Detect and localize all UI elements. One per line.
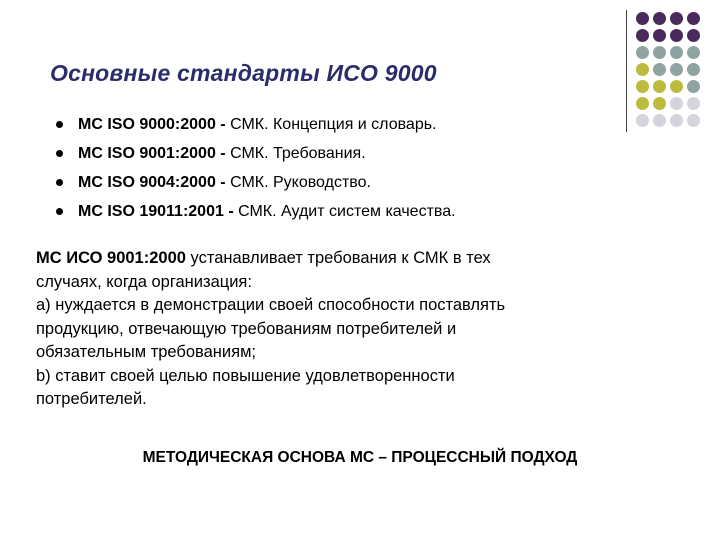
standard-code: МС ISO 9001:2000 -: [78, 144, 226, 162]
decorative-dot: [687, 97, 700, 110]
standard-code: МС ISO 19011:2001 -: [78, 202, 234, 220]
bullet-icon: [56, 208, 63, 215]
body-paragraph: [36, 247, 636, 412]
decorative-dot: [670, 80, 683, 93]
list-item: [50, 197, 456, 226]
list-item-text: [78, 116, 437, 134]
standard-description: СМК. Руководство.: [225, 173, 371, 191]
bullet-icon: [56, 121, 63, 128]
decorative-dot: [653, 63, 666, 76]
decorative-dot: [670, 29, 683, 42]
bullet-icon: [56, 150, 63, 157]
standard-code: МС ISO 9004:2000 -: [78, 173, 226, 191]
decorative-dot: [670, 12, 683, 25]
decorative-dot: [653, 80, 666, 93]
decorative-dot: [653, 29, 666, 42]
decorative-dot: [687, 29, 700, 42]
standard-description: СМК. Аудит систем качества.: [233, 202, 456, 220]
decorative-dot: [653, 97, 666, 110]
decorative-dot: [636, 97, 649, 110]
decorative-dot: [636, 80, 649, 93]
body-line: продукцию, отвечающую требованиям потребителей и: [36, 319, 457, 338]
decorative-dot: [653, 12, 666, 25]
decorative-dot: [670, 63, 683, 76]
standard-description: СМК. Концепция и словарь.: [225, 115, 437, 133]
decorative-dot: [636, 63, 649, 76]
footer-heading: МЕТОДИЧЕСКАЯ ОСНОВА МС – ПРОЦЕССНЫЙ ПОДХОД: [142, 449, 578, 466]
body-lead-text: устанавливает требования к СМК в тех: [185, 249, 491, 267]
standards-list: [50, 110, 456, 226]
list-item-text: [78, 145, 366, 163]
body-line: а) нуждается в демонстрации своей способности поставлять: [36, 296, 506, 314]
decorative-vertical-line: [626, 10, 627, 132]
page-title: Основные стандарты ИСО 9000: [50, 60, 437, 86]
decorative-dot: [670, 46, 683, 59]
list-item: [50, 139, 456, 168]
bullet-icon: [56, 179, 63, 186]
list-item: [50, 168, 456, 197]
list-item: [50, 110, 456, 139]
decorative-dot: [636, 12, 649, 25]
standard-code: МС ISO 9000:2000 -: [78, 115, 226, 133]
decorative-dot: [653, 114, 666, 127]
decorative-dot-grid: [636, 12, 701, 128]
body-line: потребителей.: [36, 390, 147, 408]
decorative-dot: [670, 97, 683, 110]
decorative-dot: [687, 12, 700, 25]
body-line: b) ставит своей целью повышение удовлетворенности: [36, 366, 455, 385]
decorative-dot: [653, 46, 666, 59]
body-standard-code: МС ИСО 9001:2000: [36, 249, 186, 267]
decorative-dot: [687, 46, 700, 59]
body-line: [36, 247, 636, 271]
decorative-dot: [670, 114, 683, 127]
decorative-dot: [636, 46, 649, 59]
decorative-dot: [687, 114, 700, 127]
body-line: случаях, когда организация:: [36, 272, 252, 291]
list-item-text: [78, 174, 371, 192]
standard-description: СМК. Требования.: [225, 144, 366, 162]
decorative-dot: [636, 114, 649, 127]
body-line: обязательным требованиям;: [36, 343, 257, 361]
decorative-dot: [636, 29, 649, 42]
decorative-dot: [687, 80, 700, 93]
decorative-dot: [687, 63, 700, 76]
list-item-text: [78, 203, 456, 221]
